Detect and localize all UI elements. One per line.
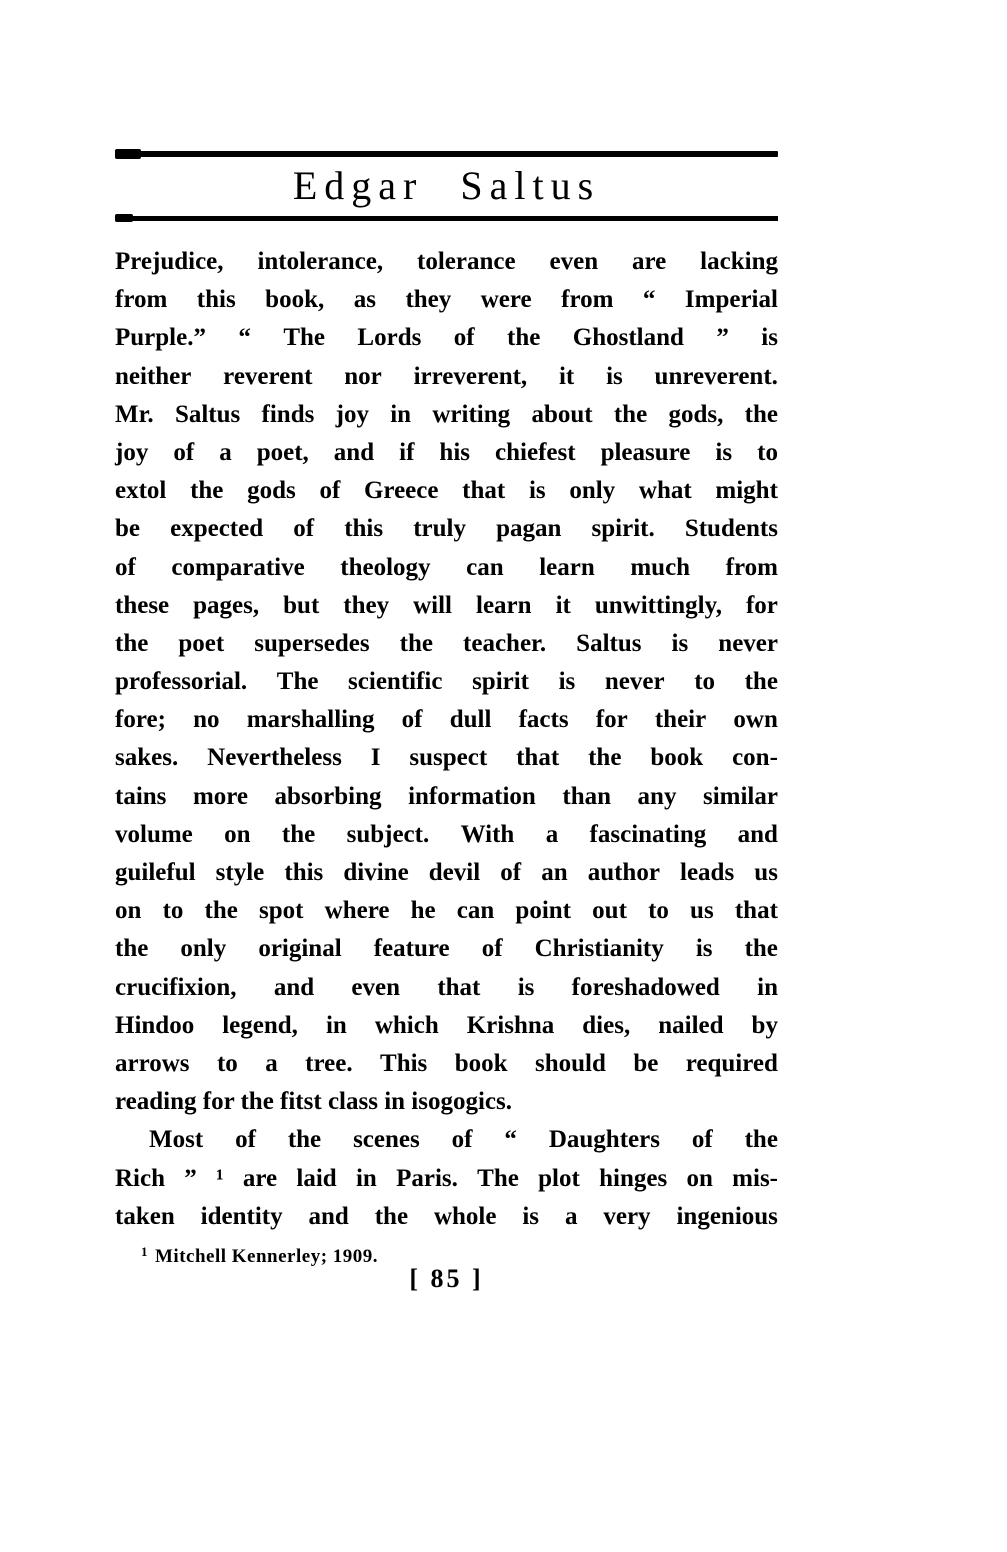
footnote-marker: 1 [141, 1244, 148, 1259]
text-line: of comparative theology can learn much from [115, 553, 778, 581]
text-line: joy of a poet, and if his chiefest pleasure is to [115, 438, 778, 466]
text-line: crucifixion, and even that is foreshadowed in [115, 973, 778, 1001]
text-line: arrows to a tree. This book should be required [115, 1049, 778, 1077]
body-text [115, 243, 778, 1236]
text-line: tains more absorbing information than any similar [115, 782, 778, 810]
text-line: Rich ” ¹ are laid in Paris. The plot hinges on mis- [115, 1164, 778, 1192]
text-line: fore; no marshalling of dull facts for their own [115, 706, 778, 734]
text-line: extol the gods of Greece that is only what might [115, 477, 778, 505]
text-line: from this book, as they were from “ Imperial [115, 286, 778, 314]
text-line: Most of the scenes of “ Daughters of the [149, 1126, 778, 1154]
text-line: reading for the fitst class in isogogics. [115, 1088, 512, 1116]
text-line: neither reverent nor irreverent, it is unreverent. [115, 362, 778, 390]
text-line: the poet supersedes the teacher. Saltus is never [115, 629, 778, 657]
text-line: these pages, but they will learn it unwittingly, for [115, 591, 778, 619]
page-content [115, 0, 778, 1552]
title-rule [115, 216, 778, 221]
text-line: professorial. The scientific spirit is never to the [115, 668, 778, 696]
page-number: [ 85 ] [409, 1264, 484, 1293]
text-line: Hindoo legend, in which Krishna dies, nailed by [115, 1011, 778, 1039]
text-line: Mr. Saltus finds joy in writing about the gods, the [115, 400, 778, 428]
text-line: Purple.” “ The Lords of the Ghostland ” is [115, 324, 778, 352]
text-line: Prejudice, intolerance, tolerance even are lacking [115, 248, 778, 275]
text-line: on to the spot where he can point out to us that [115, 897, 778, 925]
footnote-text: Mitchell Kennerley; 1909. [155, 1246, 379, 1267]
text-line: be expected of this truly pagan spirit. Students [115, 515, 778, 543]
text-line: sakes. Nevertheless I suspect that the book con- [115, 744, 778, 772]
text-line: guileful style this divine devil of an author leads us [115, 859, 778, 886]
top-rule [115, 151, 778, 157]
page-title: Edgar Saltus [292, 163, 601, 208]
text-line: taken identity and the whole is a very ingenious [115, 1202, 778, 1230]
text-line: the only original feature of Christianity is the [115, 935, 778, 963]
text-line: volume on the subject. With a fascinating and [115, 820, 778, 848]
